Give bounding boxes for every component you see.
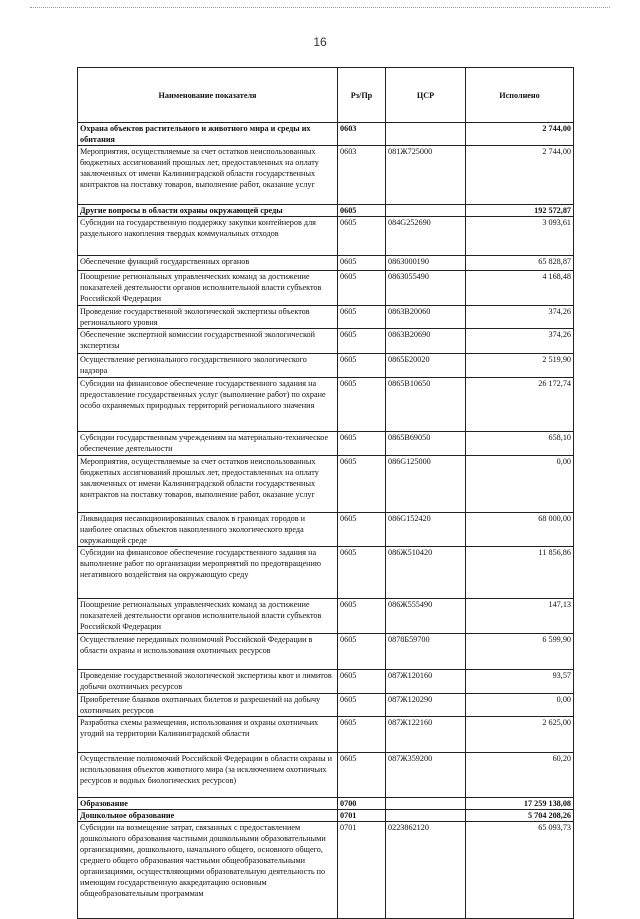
row-target-article-code: 0863055490	[386, 271, 466, 306]
table-body	[78, 123, 574, 919]
table-row	[78, 798, 574, 810]
table-row	[78, 634, 574, 670]
table-row	[78, 513, 574, 547]
table-row	[78, 456, 574, 513]
row-section-code: 0605	[338, 205, 386, 217]
row-indicator-name: Субсидии на государственную поддержку закупки контейнеров для раздельного накопления твердых коммунальных отходов	[78, 217, 338, 256]
row-target-article-code: 0223862120	[386, 822, 466, 919]
table-row	[78, 306, 574, 329]
table-row	[78, 599, 574, 634]
row-target-article-code: 0865B10650	[386, 378, 466, 432]
row-section-code: 0605	[338, 456, 386, 513]
row-executed-amount: 93,57	[466, 670, 574, 694]
row-executed-amount: 3 093,61	[466, 217, 574, 256]
header-section-code: Рз/Пр	[338, 68, 386, 123]
row-section-code: 0605	[338, 306, 386, 329]
table-row	[78, 205, 574, 217]
row-section-code: 0605	[338, 717, 386, 753]
row-section-code: 0603	[338, 146, 386, 205]
table-row	[78, 256, 574, 271]
row-section-code: 0605	[338, 634, 386, 670]
row-executed-amount: 2 519,90	[466, 354, 574, 378]
row-indicator-name: Субсидии на финансовое обеспечение государственного задания на предоставление государственных услуг (выполнение работ) по охране особо охраняемых природных территорий регионального значения	[78, 378, 338, 432]
row-executed-amount: 192 572,87	[466, 205, 574, 217]
row-executed-amount: 11 856,86	[466, 547, 574, 599]
row-target-article-code: 084G252690	[386, 217, 466, 256]
row-section-code: 0605	[338, 378, 386, 432]
row-indicator-name: Ликвидация несанкционированных свалок в границах городов и наиболее опасных объектов накопленного экологического вреда окружающей среде	[78, 513, 338, 547]
row-executed-amount: 4 168,48	[466, 271, 574, 306]
row-section-code: 0605	[338, 599, 386, 634]
row-indicator-name: Осуществление полномочий Российской Федерации в области охраны и использования объектов животного мира (за исключением охотничьих ресурсов и водных биологических ресурсов)	[78, 753, 338, 798]
row-target-article-code	[386, 810, 466, 822]
row-indicator-name: Проведение государственной экологической экспертизы квот и лимитов добычи охотничьих ресурсов	[78, 670, 338, 694]
table-row	[78, 694, 574, 717]
row-indicator-name: Поощрение региональных управленческих команд за достижение показателей деятельности органов исполнительной власти субъектов Российской Федерации	[78, 271, 338, 306]
row-executed-amount: 6 599,90	[466, 634, 574, 670]
row-target-article-code: 081Ж725000	[386, 146, 466, 205]
row-indicator-name: Обеспечение экспертной комиссии государственной экологической экспертизы	[78, 329, 338, 354]
row-section-code: 0605	[338, 670, 386, 694]
header-indicator-name: Наименование показателя	[78, 68, 338, 123]
row-target-article-code: 0863B20060	[386, 306, 466, 329]
row-target-article-code	[386, 798, 466, 810]
row-section-code: 0605	[338, 217, 386, 256]
row-section-code: 0605	[338, 329, 386, 354]
row-executed-amount: 0,00	[466, 694, 574, 717]
row-indicator-name: Субсидии на возмещение затрат, связанных с предоставлением дошкольного образования частными дошкольными образовательными организациями, дошкольного, начального общего, основного общего, среднего общего образования частными общеобразовательными организациями, осуществляющими образовательную деятельность по имеющим государственную аккредитацию основным общеобразовательным программам	[78, 822, 338, 919]
budget-execution-table	[77, 67, 574, 919]
row-executed-amount: 68 000,00	[466, 513, 574, 547]
row-indicator-name: Субсидии государственным учреждениям на материально-техническое обеспечение деятельности	[78, 432, 338, 456]
row-indicator-name: Приобретение бланков охотничьих билетов и разрешений на добычу охотничьих ресурсов	[78, 694, 338, 717]
table-row	[78, 329, 574, 354]
row-section-code: 0701	[338, 810, 386, 822]
row-indicator-name: Образование	[78, 798, 338, 810]
row-executed-amount: 374,26	[466, 306, 574, 329]
row-target-article-code: 086Ж510420	[386, 547, 466, 599]
row-executed-amount: 658,10	[466, 432, 574, 456]
table-row	[78, 432, 574, 456]
table-row	[78, 717, 574, 753]
row-target-article-code: 0863B20690	[386, 329, 466, 354]
row-indicator-name: Разработка схемы размещения, использования и охраны охотничьих угодий на территории Калининградской области	[78, 717, 338, 753]
row-executed-amount: 0,00	[466, 456, 574, 513]
row-section-code: 0605	[338, 354, 386, 378]
row-indicator-name: Мероприятия, осуществляемые за счет остатков неиспользованных бюджетных ассигнований прошлых лет, предоставленных на оплату заключенных от имени Калининградской области государственных контрактов на поставку товаров, выполнение работ, оказание услуг	[78, 456, 338, 513]
row-target-article-code: 087Ж120160	[386, 670, 466, 694]
row-indicator-name: Осуществление переданных полномочий Российской Федерации в области охраны и использования охотничьих ресурсов	[78, 634, 338, 670]
row-executed-amount: 2 744,00	[466, 146, 574, 205]
header-target-article-code: ЦСР	[386, 68, 466, 123]
row-target-article-code: 087Ж359200	[386, 753, 466, 798]
row-section-code: 0605	[338, 753, 386, 798]
row-indicator-name: Поощрение региональных управленческих команд за достижение показателей деятельности органов исполнительной власти субъектов Российской Федерации	[78, 599, 338, 634]
row-indicator-name: Охрана объектов растительного и животного мира и среды их обитания	[78, 123, 338, 146]
header-executed-amount: Исполнено	[466, 68, 574, 123]
row-section-code: 0700	[338, 798, 386, 810]
row-indicator-name: Обеспечение функций государственных органов	[78, 256, 338, 271]
row-indicator-name: Другие вопросы в области охраны окружающей среды	[78, 205, 338, 217]
row-section-code: 0605	[338, 256, 386, 271]
scan-top-edge	[30, 7, 610, 8]
row-indicator-name: Мероприятия, осуществляемые за счет остатков неиспользованных бюджетных ассигнований прошлых лет, предоставленных на оплату заключенных от имени Калининградской области государственных контрактов на поставку товаров, выполнение работ, оказание услуг	[78, 146, 338, 205]
table-row	[78, 146, 574, 205]
row-section-code: 0605	[338, 694, 386, 717]
table-row	[78, 217, 574, 256]
row-section-code: 0605	[338, 513, 386, 547]
row-executed-amount: 65 828,87	[466, 256, 574, 271]
row-section-code: 0603	[338, 123, 386, 146]
row-section-code: 0605	[338, 271, 386, 306]
row-target-article-code: 0863000190	[386, 256, 466, 271]
row-executed-amount: 2 744,00	[466, 123, 574, 146]
row-executed-amount: 26 172,74	[466, 378, 574, 432]
row-executed-amount: 374,26	[466, 329, 574, 354]
row-target-article-code: 0878Б59700	[386, 634, 466, 670]
table-row	[78, 547, 574, 599]
row-indicator-name: Осуществление регионального государственного экологического надзора	[78, 354, 338, 378]
table-row	[78, 354, 574, 378]
page-number: 16	[313, 35, 327, 49]
row-executed-amount: 2 625,00	[466, 717, 574, 753]
row-target-article-code: 086G125000	[386, 456, 466, 513]
row-target-article-code: 086G152420	[386, 513, 466, 547]
table-row	[78, 822, 574, 919]
table-row	[78, 670, 574, 694]
row-executed-amount: 147,13	[466, 599, 574, 634]
table-row	[78, 753, 574, 798]
table-row	[78, 271, 574, 306]
row-target-article-code	[386, 123, 466, 146]
row-target-article-code	[386, 205, 466, 217]
row-target-article-code: 0865Б20020	[386, 354, 466, 378]
row-section-code: 0605	[338, 547, 386, 599]
row-executed-amount: 60,20	[466, 753, 574, 798]
row-target-article-code: 087Ж120290	[386, 694, 466, 717]
row-section-code: 0605	[338, 432, 386, 456]
row-target-article-code: 086Ж555490	[386, 599, 466, 634]
row-indicator-name: Проведение государственной экологической экспертизы объектов регионального уровня	[78, 306, 338, 329]
table-row	[78, 810, 574, 822]
row-target-article-code: 087Ж122160	[386, 717, 466, 753]
row-target-article-code: 0865B69050	[386, 432, 466, 456]
row-indicator-name: Субсидии на финансовое обеспечение государственного задания на выполнение работ по организации мероприятий по предотвращению негативного воздействия на окружающую среду	[78, 547, 338, 599]
table-header-row	[78, 68, 574, 123]
row-executed-amount: 5 704 208,26	[466, 810, 574, 822]
row-section-code: 0701	[338, 822, 386, 919]
row-executed-amount: 65 093,73	[466, 822, 574, 919]
row-indicator-name: Дошкольное образование	[78, 810, 338, 822]
table-row	[78, 123, 574, 146]
row-executed-amount: 17 259 138,08	[466, 798, 574, 810]
table-row	[78, 378, 574, 432]
